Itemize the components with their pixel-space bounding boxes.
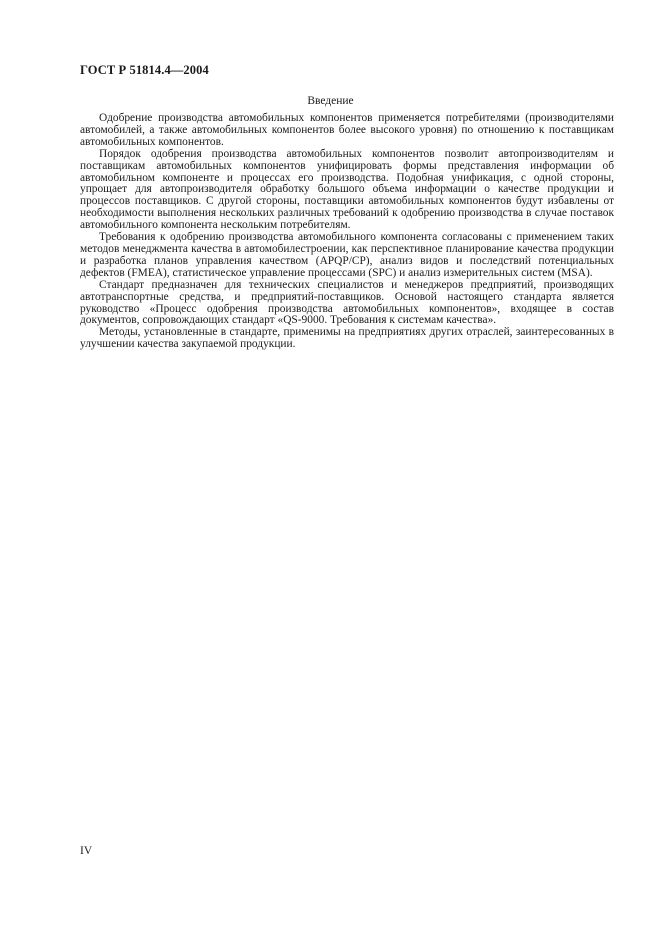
paragraph-3: Требования к одобрению производства автомобильного компонента согласованы с применением таких методов менеджмента качества в автомобилестроении, как перспективное планирование качества продукции и разработка планов управления качеством (APQP/CP), анализ видов и последствий потенциальных дефектов (FMEA), статистическое управление процессами (SPC) и анализ измерительных систем (MSA). — [80, 231, 614, 279]
paragraph-4: Стандарт предназначен для технических специалистов и менеджеров предприятий, производящих автотранспортные средства, и предприятий-поставщиков. Основой настоящего стандарта является руководство «Процесс одобрения производства автомобильных компонентов», входящее в состав документов, сопровождающих стандарт «QS-9000. Требования к системам качества». — [80, 278, 614, 327]
introduction-body — [80, 113, 614, 351]
paragraph-1: Одобрение производства автомобильных компонентов применяется потребителями (производителями автомобилей, а также автомобильных компонентов более высокого уровня) по отношению к поставщикам автомобильных компонентов. — [80, 112, 614, 148]
section-title: Введение — [307, 95, 354, 107]
document-code: ГОСТ Р 51814.4—2004 — [80, 63, 209, 77]
paragraph-2: Порядок одобрения производства автомобильных компонентов позволит автопроизводителям и поставщикам автомобильных компонентов унифицировать формы представления информации об автомобильном компоненте и процессах его производства. Подобная унификация, с одной стороны, упрощает для автопроизводителя обработку большого объема информации о качестве продукции и процессов поставщиков. С другой стороны, поставщики автомобильных компонентов будут избавлены от необходимости выполнения нескольких различных требований к одобрению производства в случае поставок автомобильного компонента нескольким потребителям. — [80, 147, 614, 232]
page-number: IV — [80, 845, 93, 857]
paragraph-5: Методы, установленные в стандарте, применимы на предприятиях других отраслей, заинтересованных в улучшении качества закупаемой продукции. — [80, 326, 614, 351]
